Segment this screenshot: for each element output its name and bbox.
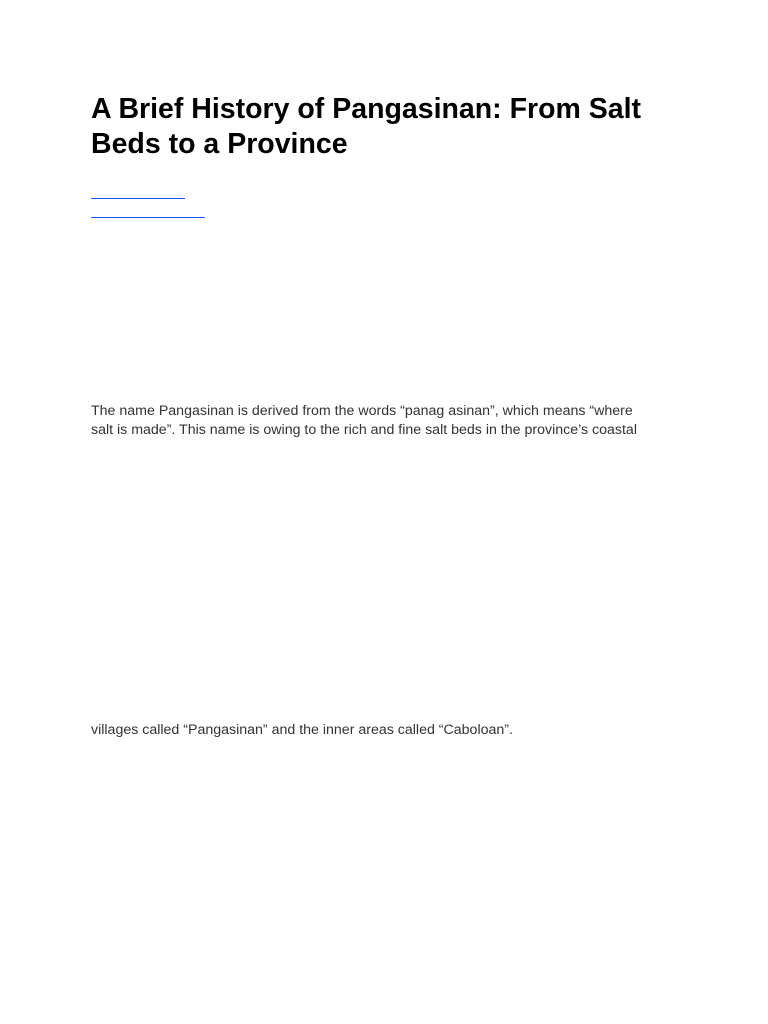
empty-link-1[interactable] xyxy=(91,198,185,199)
title-line-2: Beds to a Province xyxy=(91,128,348,160)
paragraph-1 xyxy=(91,402,691,440)
paragraph-1-line-1: The name Pangasinan is derived from the words “panag asinan”, which means “where xyxy=(91,403,633,419)
paragraph-1-line-2: salt is made”. This name is owing to the rich and fine salt beds in the province’s coastal xyxy=(91,422,637,438)
empty-link-2[interactable] xyxy=(91,217,205,218)
page-title xyxy=(91,92,691,162)
title-line-1: A Brief History of Pangasinan: From Salt xyxy=(91,93,642,125)
paragraph-2-line-1: villages called “Pangasinan” and the inner areas called “Caboloan”. xyxy=(91,722,513,738)
paragraph-2 xyxy=(91,721,691,740)
